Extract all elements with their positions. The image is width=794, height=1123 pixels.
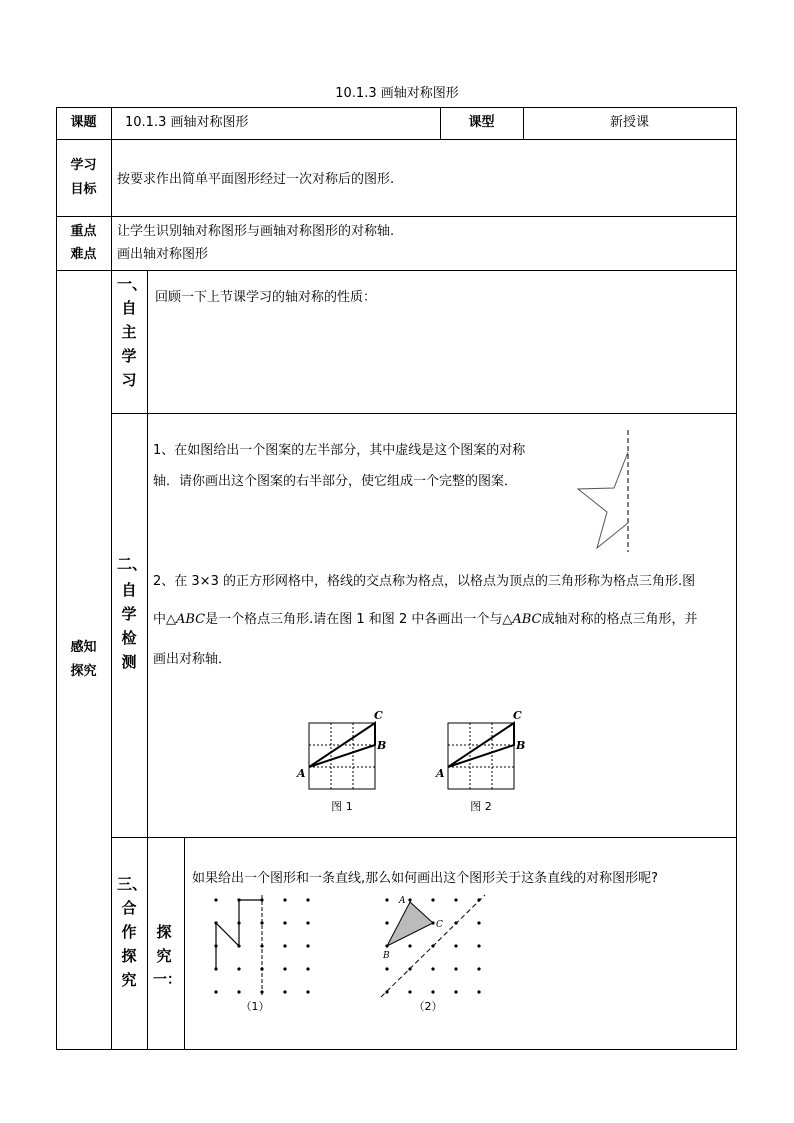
type-label: 课型 xyxy=(468,115,495,130)
keypoints-line-2: 画出轴对称图形 xyxy=(117,247,209,262)
keypoints-line-1: 让学生识别轴对称图形与画轴对称图形的对称轴. xyxy=(117,224,395,239)
explore-label-2: 探究 xyxy=(70,664,97,679)
keypoints-label-1: 重点 xyxy=(70,224,97,239)
section3-text: 如果给出一个图形和一条直线,那么如何画出这个图形关于这条直线的对称图形呢? xyxy=(192,871,659,886)
dot-figure-2 xyxy=(375,893,495,1001)
dot-fig1-caption: （1） xyxy=(240,1000,270,1013)
svg-text:B: B xyxy=(516,739,526,752)
grid-figure-1 xyxy=(292,706,392,791)
svg-text:B: B xyxy=(377,739,387,752)
grid-figure-2 xyxy=(431,706,531,791)
goals-label-2: 目标 xyxy=(70,182,97,197)
dot-fig2-caption: （2） xyxy=(413,1000,443,1013)
q2-line-1: 2、在 3×3 的正方形网格中，格线的交点称为格点，以格点为顶点的三角形称为格点三角形.图 xyxy=(153,574,696,589)
q2-line-3: 画出对称轴． xyxy=(153,652,232,667)
goals-label-1: 学习 xyxy=(70,158,97,173)
page-title: 10.1.3 画轴对称图形 xyxy=(335,86,459,101)
section1-text: 回顾一下上节课学习的轴对称的性质： xyxy=(155,290,377,305)
q2-line-2: 中△ABC是一个格点三角形.请在图 1 和图 2 中各画出一个与△ABC成轴对称的格点三角形，并 xyxy=(153,612,698,627)
svg-text:A: A xyxy=(436,767,445,780)
topic-label: 课题 xyxy=(70,115,97,130)
keypoints-label-2: 难点 xyxy=(70,247,97,262)
svg-text:C: C xyxy=(374,709,383,722)
type-value: 新授课 xyxy=(609,115,649,130)
half-star-figure xyxy=(570,428,640,554)
fig2-caption: 图 2 xyxy=(470,800,492,813)
svg-text:C: C xyxy=(436,920,443,930)
dot-figure-1 xyxy=(204,893,324,998)
svg-text:A: A xyxy=(297,767,306,780)
explore-label-1: 感知 xyxy=(70,640,97,655)
q1-line-1: 1、在如图给出一个图案的左半部分，其中虚线是这个图案的对称 xyxy=(153,443,526,458)
svg-text:A: A xyxy=(399,896,406,906)
q1-line-2: 轴．请你画出这个图案的右半部分，使它组成一个完整的图案． xyxy=(153,474,518,489)
svg-text:C: C xyxy=(513,709,522,722)
svg-text:B: B xyxy=(383,951,390,961)
fig1-caption: 图 1 xyxy=(331,800,353,813)
topic-value: 10.1.3 画轴对称图形 xyxy=(125,115,249,130)
goals-text: 按要求作出简单平面图形经过一次对称后的图形. xyxy=(117,172,395,187)
